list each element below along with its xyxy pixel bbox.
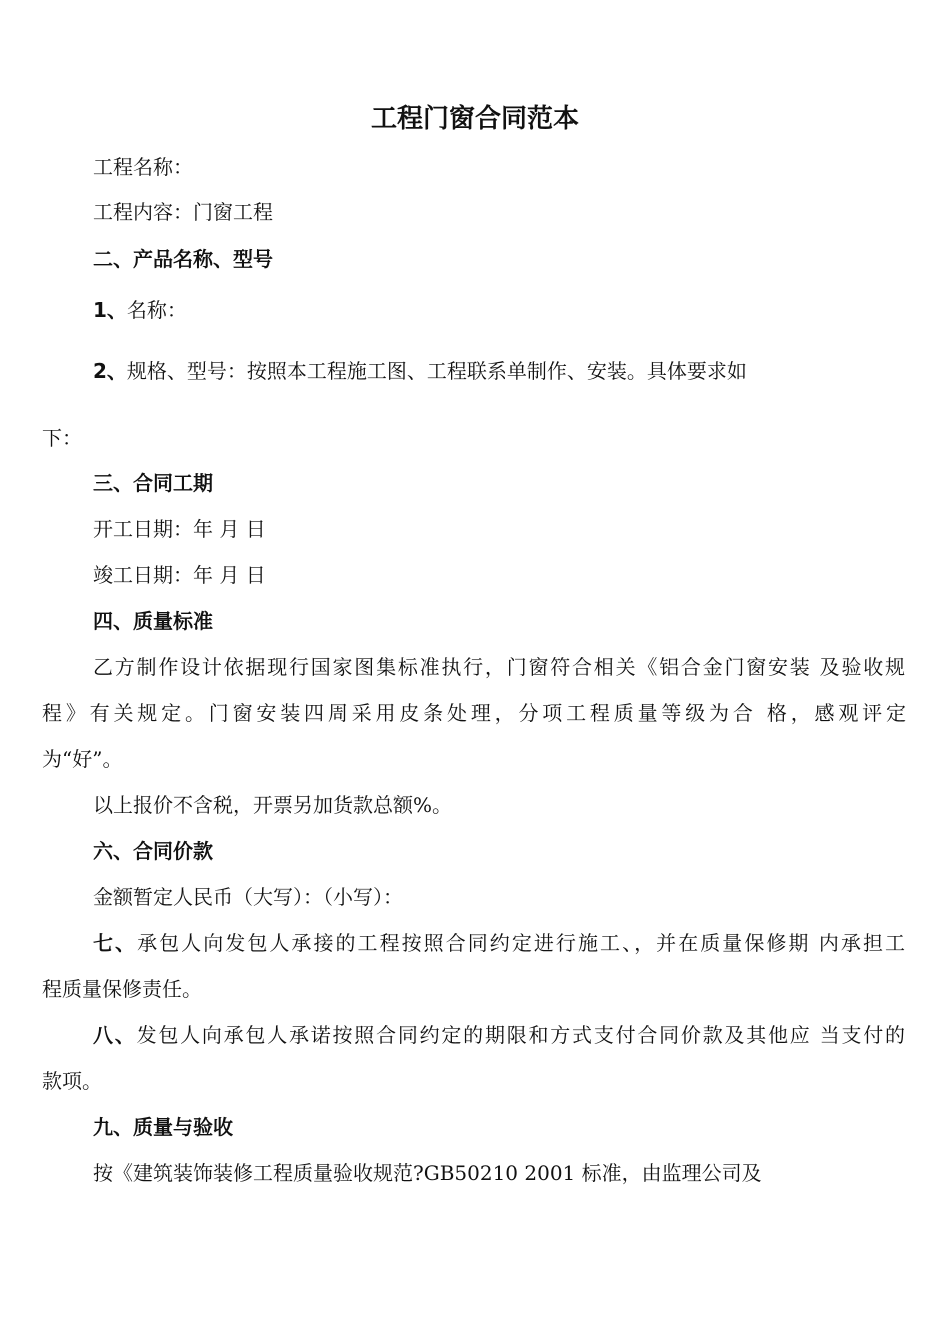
section-2-item-2 (93, 357, 747, 385)
tax-note-line: 以上报价不含税，开票另加货款总额%。 (93, 793, 453, 817)
contract-amount-line: 金额暂定人民币（大写）：（小写）： (93, 885, 403, 909)
section-8-number: 八、 (93, 1023, 137, 1047)
item-text: 规格、型号：按照本工程施工图、工程联系单制作、安装。具体要求如 (126, 359, 747, 383)
section-7-line-1 (93, 929, 905, 957)
quality-paragraph-line-1: 乙方制作设计依据现行国家图集标准执行，门窗符合相关《铝合金门窗安装 及验收规 (93, 655, 905, 679)
section-7-text: 承包人向发包人承接的工程按照合同约定进行施工、，并在质量保修期 内承担工 (137, 931, 906, 955)
project-content-line: 工程内容：门窗工程 (93, 200, 273, 224)
section-2-heading: 二、产品名称、型号 (93, 247, 273, 271)
start-date-line: 开工日期：年 月 日 (93, 517, 266, 541)
section-7-line-2: 程质量保修责任。 (42, 977, 202, 1001)
item-number: 1、 (93, 298, 127, 322)
section-2-item-2-continuation: 下： (42, 426, 82, 450)
quality-paragraph-line-3: 为“好”。 (42, 747, 123, 771)
section-9-heading: 九、质量与验收 (93, 1115, 233, 1139)
section-9-line-1: 按《建筑装饰装修工程质量验收规范?GB50210 2001 标准，由监理公司及 (93, 1161, 762, 1185)
document-title: 工程门窗合同范本 (370, 104, 579, 134)
end-date-line: 竣工日期：年 月 日 (93, 563, 266, 587)
section-2-item-1 (93, 296, 187, 324)
section-8-line-1 (93, 1021, 905, 1049)
section-4-heading: 四、质量标准 (93, 609, 213, 633)
section-8-line-2: 款项。 (42, 1069, 102, 1093)
section-6-heading: 六、合同价款 (93, 839, 213, 863)
item-text: 名称： (126, 298, 187, 322)
section-7-number: 七、 (93, 931, 138, 955)
quality-paragraph-line-2: 程》有关规定。门窗安装四周采用皮条处理，分项工程质量等级为合 格，感观评定 (42, 701, 906, 725)
section-3-heading: 三、合同工期 (93, 471, 213, 495)
section-8-text: 发包人向承包人承诺按照合同约定的期限和方式支付合同价款及其他应 当支付的 (136, 1023, 906, 1047)
item-number: 2、 (93, 359, 127, 383)
project-name-line: 工程名称： (93, 155, 193, 179)
